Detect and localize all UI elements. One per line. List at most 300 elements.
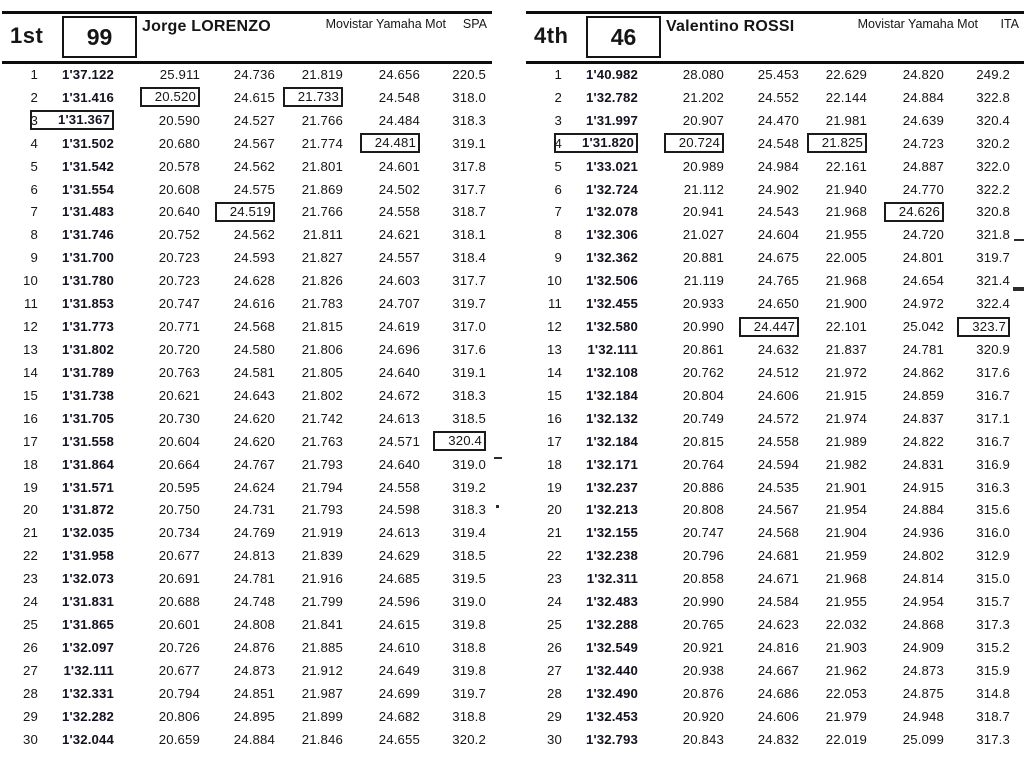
lap-row bbox=[526, 544, 1024, 567]
sector2-time: 24.675 bbox=[757, 250, 799, 266]
top-speed: 320.4 bbox=[420, 430, 486, 453]
sector3-time: 21.733 bbox=[275, 86, 343, 109]
sector4-time: 25.042 bbox=[902, 319, 944, 335]
lap-time: 1'31.738 bbox=[61, 387, 114, 403]
sector3-time: 21.982 bbox=[825, 456, 867, 472]
lap-time: 1'32.108 bbox=[585, 364, 638, 380]
sector4-time: 24.481 bbox=[343, 132, 420, 155]
sector3-time: 21.846 bbox=[301, 731, 343, 747]
sector2-time: 24.562 bbox=[233, 227, 275, 243]
sector1-time: 20.608 bbox=[158, 181, 200, 197]
lap-time: 1'31.802 bbox=[61, 342, 114, 358]
sector1-time: 20.680 bbox=[158, 135, 200, 151]
lap-time: 1'32.311 bbox=[586, 571, 638, 587]
sector2-time: 24.748 bbox=[233, 594, 275, 610]
sector3-time: 21.763 bbox=[301, 433, 343, 449]
nation-code: SPA bbox=[462, 17, 487, 31]
sector2-time: 24.884 bbox=[233, 731, 275, 747]
position-label: 1st bbox=[10, 23, 44, 48]
lap-number: 13 bbox=[23, 342, 38, 358]
sector3-time: 21.837 bbox=[825, 342, 867, 358]
rider-name: Jorge LORENZO bbox=[142, 18, 271, 35]
lap-row bbox=[526, 499, 1024, 522]
sector1-time: 20.990 bbox=[682, 594, 724, 610]
lap-number: 24 bbox=[547, 594, 562, 610]
lap-time: 1'32.111 bbox=[587, 342, 638, 358]
lap-number: 26 bbox=[547, 640, 562, 655]
sector4-time: 24.720 bbox=[902, 227, 944, 243]
lap-time: 1'31.853 bbox=[61, 296, 114, 312]
sector3-time: 21.819 bbox=[301, 66, 343, 82]
sector2-time: 24.535 bbox=[757, 479, 799, 495]
sector4-time: 24.613 bbox=[378, 410, 420, 426]
sector4-time: 24.837 bbox=[902, 410, 944, 426]
sector3-time: 22.053 bbox=[825, 685, 867, 701]
lap-time: 1'32.155 bbox=[585, 525, 638, 541]
top-speed: 318.3 bbox=[452, 112, 486, 128]
top-speed: 322.0 bbox=[976, 158, 1010, 174]
lap-number: 30 bbox=[23, 731, 38, 747]
sector4-time: 24.915 bbox=[902, 479, 944, 495]
lap-row bbox=[526, 728, 1024, 751]
sector1-time: 20.858 bbox=[682, 571, 724, 587]
sector3-time: 21.968 bbox=[825, 571, 867, 587]
sector1-time: 20.750 bbox=[158, 502, 200, 518]
lap-number: 17 bbox=[547, 433, 562, 449]
sector1-time: 20.590 bbox=[158, 112, 200, 128]
lap-number: 9 bbox=[554, 250, 562, 266]
sector3-time: 22.032 bbox=[825, 617, 867, 633]
lap-row bbox=[2, 86, 492, 109]
lap-number: 21 bbox=[547, 525, 562, 541]
lap-row bbox=[2, 292, 492, 315]
lap-number: 3 bbox=[554, 112, 562, 128]
sector1-time: 20.938 bbox=[682, 662, 724, 678]
lap-row bbox=[526, 63, 1024, 86]
lap-row bbox=[526, 705, 1024, 728]
lap-number: 4 bbox=[554, 135, 562, 151]
lap-time: 1'32.111 bbox=[63, 662, 114, 678]
top-speed: 319.1 bbox=[452, 135, 486, 151]
sector4-time: 24.781 bbox=[902, 342, 944, 358]
sector1-time: 20.688 bbox=[158, 594, 200, 610]
sector1-time: 20.806 bbox=[158, 708, 200, 724]
sector1-time: 20.907 bbox=[682, 112, 724, 128]
lap-row bbox=[2, 567, 492, 590]
lap-row bbox=[526, 246, 1024, 269]
lap-number: 23 bbox=[547, 571, 562, 587]
top-speed: 319.0 bbox=[452, 594, 486, 610]
lap-time: 1'32.073 bbox=[61, 571, 114, 587]
sector3-time: 21.766 bbox=[301, 112, 343, 128]
sector2-time: 24.606 bbox=[757, 708, 799, 724]
lap-time: 1'31.773 bbox=[61, 319, 114, 335]
lap-row bbox=[526, 292, 1024, 315]
sector1-time: 20.763 bbox=[158, 364, 200, 380]
sector4-time: 24.972 bbox=[902, 296, 944, 312]
sector4-time: 24.820 bbox=[902, 66, 944, 82]
sector3-time: 21.827 bbox=[301, 250, 343, 266]
lap-row bbox=[2, 682, 492, 705]
lap-time: 1'32.132 bbox=[585, 410, 638, 426]
sector4-time: 24.598 bbox=[378, 502, 420, 518]
top-speed: 319.0 bbox=[452, 456, 486, 472]
top-speed: 318.3 bbox=[452, 502, 486, 518]
sector4-time: 24.814 bbox=[902, 571, 944, 587]
top-speed: 316.7 bbox=[976, 387, 1010, 403]
top-speed: 316.3 bbox=[976, 479, 1010, 495]
sector4-time: 24.656 bbox=[378, 66, 420, 82]
sector2-time: 24.572 bbox=[757, 410, 799, 426]
lap-time: 1'32.171 bbox=[585, 456, 638, 472]
sector4-time: 24.639 bbox=[902, 112, 944, 128]
sector1-time: 20.724 bbox=[638, 132, 724, 155]
lap-row bbox=[526, 155, 1024, 178]
sector4-time: 24.948 bbox=[902, 708, 944, 724]
lap-number: 13 bbox=[547, 342, 562, 358]
sector4-time: 24.887 bbox=[902, 158, 944, 174]
sector2-time: 24.543 bbox=[757, 204, 799, 220]
sector4-time: 24.649 bbox=[378, 662, 420, 678]
lap-number: 15 bbox=[23, 387, 38, 403]
top-speed: 318.0 bbox=[452, 89, 486, 105]
sector4-time: 24.707 bbox=[378, 296, 420, 312]
sector2-time: 24.781 bbox=[233, 571, 275, 587]
sector1-time: 20.765 bbox=[682, 617, 724, 633]
lap-row bbox=[526, 521, 1024, 544]
scan-mark bbox=[1013, 287, 1024, 291]
lap-time: 1'31.542 bbox=[61, 158, 114, 174]
sector2-time: 24.552 bbox=[757, 89, 799, 105]
top-speed: 315.2 bbox=[976, 640, 1010, 655]
sector1-time: 20.604 bbox=[158, 433, 200, 449]
sector2-time: 24.984 bbox=[757, 158, 799, 174]
lap-number: 17 bbox=[23, 433, 38, 449]
lap-number: 18 bbox=[23, 456, 38, 472]
sector2-time: 24.667 bbox=[757, 662, 799, 678]
sector3-time: 21.885 bbox=[301, 640, 343, 655]
sector4-time: 24.868 bbox=[902, 617, 944, 633]
sector3-time: 22.005 bbox=[825, 250, 867, 266]
lap-row bbox=[2, 636, 492, 659]
sector3-time: 22.629 bbox=[825, 66, 867, 82]
lap-row bbox=[526, 430, 1024, 453]
lap-number: 22 bbox=[23, 548, 38, 564]
lap-time: 1'32.453 bbox=[585, 708, 638, 724]
top-speed: 220.5 bbox=[452, 66, 486, 82]
top-speed: 317.7 bbox=[452, 181, 486, 197]
sector1-time: 20.601 bbox=[158, 617, 200, 633]
sector3-time: 21.806 bbox=[301, 342, 343, 358]
lap-row bbox=[2, 269, 492, 292]
top-speed: 317.0 bbox=[452, 319, 486, 335]
sector3-time: 22.101 bbox=[825, 319, 867, 335]
sector3-time: 21.968 bbox=[825, 273, 867, 289]
lap-number: 15 bbox=[547, 387, 562, 403]
sector2-time: 24.562 bbox=[233, 158, 275, 174]
lap-time: 1'31.780 bbox=[61, 273, 114, 289]
sector4-time: 24.619 bbox=[378, 319, 420, 335]
top-speed: 316.9 bbox=[976, 456, 1010, 472]
rider-header bbox=[526, 11, 1024, 64]
sector1-time: 20.659 bbox=[158, 731, 200, 747]
top-speed: 323.7 bbox=[944, 315, 1010, 338]
lap-row bbox=[2, 659, 492, 682]
lap-time: 1'32.455 bbox=[585, 296, 638, 312]
sector2-time: 24.686 bbox=[757, 685, 799, 701]
sector1-time: 20.794 bbox=[158, 685, 200, 701]
sector1-time: 20.677 bbox=[158, 662, 200, 678]
sector2-time: 24.767 bbox=[233, 456, 275, 472]
sector3-time: 21.903 bbox=[825, 640, 867, 655]
top-speed: 318.7 bbox=[452, 204, 486, 220]
lap-number: 19 bbox=[547, 479, 562, 495]
lap-time: 1'32.306 bbox=[585, 227, 638, 243]
top-speed: 320.2 bbox=[452, 731, 486, 747]
lap-time: 1'32.078 bbox=[585, 204, 638, 220]
lap-number: 26 bbox=[23, 640, 38, 655]
lap-number: 18 bbox=[547, 456, 562, 472]
sector2-time: 24.567 bbox=[233, 135, 275, 151]
sector3-time: 21.900 bbox=[825, 296, 867, 312]
lap-row bbox=[2, 223, 492, 246]
sector2-time: 24.519 bbox=[200, 201, 275, 224]
lap-row bbox=[526, 682, 1024, 705]
sector1-time: 20.796 bbox=[682, 548, 724, 564]
lap-number: 14 bbox=[23, 364, 38, 380]
sector2-time: 24.558 bbox=[757, 433, 799, 449]
top-speed: 317.3 bbox=[976, 617, 1010, 633]
lap-time: 1'31.872 bbox=[61, 502, 114, 518]
sector2-time: 24.808 bbox=[233, 617, 275, 633]
sector4-time: 24.884 bbox=[902, 502, 944, 518]
sector4-time: 24.610 bbox=[378, 640, 420, 655]
top-speed: 320.9 bbox=[976, 342, 1010, 358]
sector4-time: 24.696 bbox=[378, 342, 420, 358]
lap-number: 4 bbox=[30, 135, 38, 151]
sector2-time: 24.650 bbox=[757, 296, 799, 312]
lap-row bbox=[2, 155, 492, 178]
sector3-time: 21.899 bbox=[301, 708, 343, 724]
top-speed: 317.3 bbox=[976, 731, 1010, 747]
top-speed: 317.7 bbox=[452, 273, 486, 289]
lap-time: 1'32.184 bbox=[585, 433, 638, 449]
lap-time: 1'32.440 bbox=[585, 662, 638, 678]
lap-row bbox=[2, 246, 492, 269]
sector1-time: 28.080 bbox=[682, 66, 724, 82]
sector4-time: 24.909 bbox=[902, 640, 944, 655]
lap-time: 1'32.362 bbox=[585, 250, 638, 266]
lap-time: 1'31.789 bbox=[61, 364, 114, 380]
sector1-time: 20.804 bbox=[682, 387, 724, 403]
sector1-time: 20.808 bbox=[682, 502, 724, 518]
lap-time: 1'31.958 bbox=[61, 548, 114, 564]
sector4-time: 24.770 bbox=[902, 181, 944, 197]
top-speed: 317.6 bbox=[976, 364, 1010, 380]
lap-row bbox=[2, 315, 492, 338]
top-speed: 318.5 bbox=[452, 410, 486, 426]
lap-row bbox=[2, 201, 492, 224]
sector2-time: 24.624 bbox=[233, 479, 275, 495]
lap-number: 8 bbox=[30, 227, 38, 243]
lap-time: 1'31.997 bbox=[585, 112, 638, 128]
sector3-time: 21.841 bbox=[301, 617, 343, 633]
sector4-time: 24.484 bbox=[378, 112, 420, 128]
lap-row bbox=[526, 659, 1024, 682]
sector3-time: 21.805 bbox=[301, 364, 343, 380]
sector4-time: 24.884 bbox=[902, 89, 944, 105]
top-speed: 318.4 bbox=[452, 250, 486, 266]
sector3-time: 21.904 bbox=[825, 525, 867, 541]
lap-number: 20 bbox=[547, 502, 562, 518]
sector3-time: 21.742 bbox=[301, 410, 343, 426]
sector2-time: 24.832 bbox=[757, 731, 799, 747]
lap-time: 1'32.331 bbox=[61, 685, 114, 701]
lap-row bbox=[2, 728, 492, 751]
sector2-time: 24.628 bbox=[233, 273, 275, 289]
sector4-time: 24.831 bbox=[902, 456, 944, 472]
sector2-time: 24.604 bbox=[757, 227, 799, 243]
sector1-time: 20.886 bbox=[682, 479, 724, 495]
lap-number: 12 bbox=[23, 319, 38, 335]
sector3-time: 21.979 bbox=[825, 708, 867, 724]
rider-number: 46 bbox=[610, 23, 637, 50]
rider-name: Valentino ROSSI bbox=[666, 18, 795, 35]
sector4-time: 24.654 bbox=[902, 273, 944, 289]
lap-time: 1'31.820 bbox=[562, 132, 638, 155]
sector1-time: 20.726 bbox=[158, 640, 200, 655]
lap-time: 1'32.097 bbox=[61, 640, 114, 655]
sector3-time: 21.774 bbox=[301, 135, 343, 151]
sector2-time: 24.575 bbox=[233, 181, 275, 197]
sector2-time: 24.512 bbox=[757, 364, 799, 380]
sector4-time: 24.626 bbox=[867, 201, 944, 224]
sector4-time: 24.822 bbox=[902, 433, 944, 449]
sector1-time: 20.747 bbox=[682, 525, 724, 541]
sector3-time: 21.955 bbox=[825, 227, 867, 243]
sector4-time: 24.629 bbox=[378, 548, 420, 564]
sector1-time: 20.921 bbox=[682, 640, 724, 655]
lap-number: 8 bbox=[554, 227, 562, 243]
lap-number: 16 bbox=[547, 410, 562, 426]
lap-number: 25 bbox=[23, 617, 38, 633]
top-speed: 319.7 bbox=[452, 685, 486, 701]
sector2-time: 24.671 bbox=[757, 571, 799, 587]
lap-row bbox=[526, 590, 1024, 613]
lap-row bbox=[2, 521, 492, 544]
top-speed: 321.8 bbox=[976, 227, 1010, 243]
lap-row bbox=[2, 132, 492, 155]
sector3-time: 21.826 bbox=[301, 273, 343, 289]
lap-number: 2 bbox=[554, 89, 562, 105]
scan-mark bbox=[496, 505, 499, 508]
sector4-time: 24.655 bbox=[378, 731, 420, 747]
sector1-time: 21.027 bbox=[682, 227, 724, 243]
lap-row bbox=[526, 476, 1024, 499]
rider-header bbox=[2, 11, 492, 64]
sector3-time: 21.968 bbox=[825, 204, 867, 220]
top-speed: 321.4 bbox=[976, 273, 1010, 289]
lap-time: 1'32.506 bbox=[585, 273, 638, 289]
top-speed: 316.7 bbox=[976, 433, 1010, 449]
lap-number: 5 bbox=[554, 158, 562, 174]
sector2-time: 24.902 bbox=[757, 181, 799, 197]
top-speed: 315.7 bbox=[976, 594, 1010, 610]
sector3-time: 21.919 bbox=[301, 525, 343, 541]
sector1-time: 20.730 bbox=[158, 410, 200, 426]
sector3-time: 21.987 bbox=[301, 685, 343, 701]
sector1-time: 20.747 bbox=[158, 296, 200, 312]
top-speed: 320.8 bbox=[976, 204, 1010, 220]
sector3-time: 21.981 bbox=[825, 112, 867, 128]
sector2-time: 24.895 bbox=[233, 708, 275, 724]
sector1-time: 20.843 bbox=[682, 731, 724, 747]
sector1-time: 20.861 bbox=[682, 342, 724, 358]
top-speed: 312.9 bbox=[976, 548, 1010, 564]
lap-row bbox=[2, 407, 492, 430]
sector2-time: 24.568 bbox=[233, 319, 275, 335]
lap-row bbox=[526, 178, 1024, 201]
top-speed: 319.5 bbox=[452, 571, 486, 587]
sector1-time: 20.771 bbox=[158, 319, 200, 335]
team-name: Movistar Yamaha Mot bbox=[857, 17, 978, 31]
sector2-time: 24.736 bbox=[233, 66, 275, 82]
sector1-time: 20.640 bbox=[158, 204, 200, 220]
sector4-time: 24.558 bbox=[378, 204, 420, 220]
rider-number-box bbox=[62, 16, 137, 58]
sector2-time: 24.548 bbox=[757, 135, 799, 151]
lap-time: 1'32.035 bbox=[61, 525, 114, 541]
lap-number: 27 bbox=[547, 662, 562, 678]
sector2-time: 24.851 bbox=[233, 685, 275, 701]
lap-time: 1'31.705 bbox=[61, 410, 114, 426]
top-speed: 319.4 bbox=[452, 525, 486, 541]
lap-number: 1 bbox=[30, 66, 38, 82]
lap-row bbox=[526, 453, 1024, 476]
sector3-time: 21.915 bbox=[825, 387, 867, 403]
sector3-time: 21.766 bbox=[301, 204, 343, 220]
sector4-time: 24.548 bbox=[378, 89, 420, 105]
lap-time: 1'32.483 bbox=[585, 594, 638, 610]
sector1-time: 20.578 bbox=[158, 158, 200, 174]
sector3-time: 21.959 bbox=[825, 548, 867, 564]
sector4-time: 24.557 bbox=[378, 250, 420, 266]
sector3-time: 21.955 bbox=[825, 594, 867, 610]
sector2-time: 24.681 bbox=[757, 548, 799, 564]
sector3-time: 21.839 bbox=[301, 548, 343, 564]
lap-number: 10 bbox=[23, 273, 38, 289]
scan-mark bbox=[494, 457, 502, 459]
top-speed: 322.4 bbox=[976, 296, 1010, 312]
lap-row bbox=[2, 544, 492, 567]
sector3-time: 21.962 bbox=[825, 662, 867, 678]
sector3-time: 21.954 bbox=[825, 502, 867, 518]
lap-number: 14 bbox=[547, 364, 562, 380]
sector3-time: 21.793 bbox=[301, 456, 343, 472]
sector2-time: 24.568 bbox=[757, 525, 799, 541]
lap-time: 1'31.571 bbox=[61, 479, 114, 495]
sector1-time: 20.920 bbox=[682, 708, 724, 724]
team-name: Movistar Yamaha Mot bbox=[325, 17, 446, 31]
sector4-time: 24.596 bbox=[378, 594, 420, 610]
top-speed: 315.0 bbox=[976, 571, 1010, 587]
lap-number: 25 bbox=[547, 617, 562, 633]
lap-row bbox=[2, 590, 492, 613]
position-label: 4th bbox=[534, 23, 569, 48]
lap-row bbox=[526, 223, 1024, 246]
sector3-time: 21.793 bbox=[301, 502, 343, 518]
lap-row bbox=[526, 613, 1024, 636]
